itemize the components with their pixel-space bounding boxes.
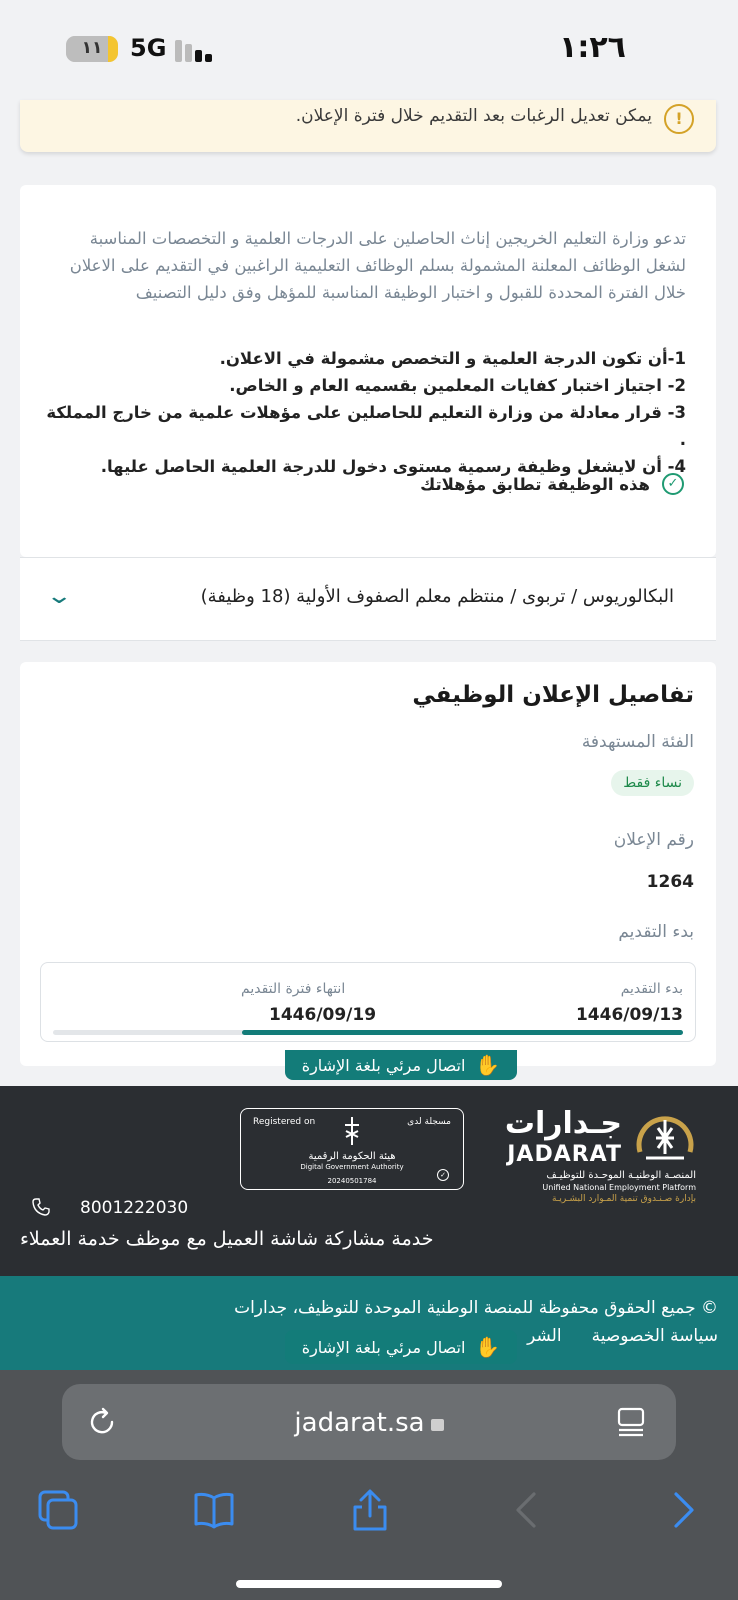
details-title: تفاصيل الإعلان الوظيفي — [412, 682, 694, 708]
back-icon[interactable] — [506, 1488, 550, 1532]
brand-arabic: جـدارات — [504, 1106, 622, 1141]
dga-emblem-icon — [341, 1115, 363, 1147]
sign-language-label: اتصال مرئي بلغة الإشارة — [301, 1337, 466, 1357]
clock: ١:٢٦ — [559, 30, 626, 65]
battery-icon — [66, 36, 118, 62]
brand-english: JADARAT — [507, 1142, 622, 1167]
alert-icon: ! — [664, 104, 694, 134]
dga-registration-badge[interactable] — [240, 1108, 464, 1190]
warning-text: يمكن تعديل الرغبات بعد التقديم خلال فترة الإعلان. — [295, 106, 652, 126]
brand-sub-english: Unified National Employment Platform — [542, 1183, 696, 1192]
sign-language-button[interactable] — [285, 1050, 517, 1080]
registration-number: 20240501784 — [327, 1177, 377, 1185]
period-progress — [53, 1030, 683, 1035]
job-ad-details-card — [20, 662, 716, 1066]
job-accordion[interactable] — [20, 557, 716, 641]
signal-icon — [175, 38, 215, 62]
phone-icon — [32, 1198, 50, 1216]
period-start-date: 1446/09/13 — [575, 1005, 683, 1025]
condition-item: 1-أن تكون الدرجة العلمية و التخصص مشمولة في الاعلان. — [219, 349, 686, 368]
registered-on-label: Registered on — [253, 1117, 316, 1127]
bookmarks-icon[interactable] — [192, 1488, 236, 1532]
hand-icon: ✋ — [475, 1053, 501, 1077]
support-phone[interactable]: 8001222030 — [80, 1198, 189, 1218]
conditions-list — [46, 345, 686, 480]
jadarat-logo — [504, 1106, 708, 1204]
url-text: jadarat.sa — [294, 1408, 425, 1438]
screen-share-service-link[interactable]: خدمة مشاركة شاشة العميل مع موظف خدمة العملاء — [20, 1228, 434, 1250]
sign-language-button[interactable] — [285, 1330, 517, 1364]
condition-item: 3- قرار معادلة من وزارة التعليم للحاصلين على مؤهلات علمية من خارج المملكة . — [46, 403, 686, 449]
brand-sub-arabic: المنصـة الوطنيـة الموحـدة للتوظيـف — [546, 1170, 696, 1181]
authority-arabic: هيئة الحكومة الرقمية — [308, 1151, 396, 1162]
verified-icon: ✓ — [437, 1169, 449, 1181]
target-label: الفئة المستهدفة — [581, 732, 694, 752]
match-text: هذه الوظيفة تطابق مؤهلاتك — [420, 474, 650, 494]
battery-level: ١١ — [81, 38, 103, 58]
period-start-label: بدء التقديم — [620, 981, 683, 997]
lock-icon — [431, 1419, 444, 1431]
chevron-down-icon[interactable]: ⌄ — [45, 584, 74, 609]
start-label: بدء التقديم — [618, 922, 694, 942]
warning-banner — [20, 100, 716, 152]
status-bar — [0, 0, 738, 100]
qualification-match — [420, 473, 684, 495]
footer-links — [527, 1326, 718, 1346]
sign-language-label: اتصال مرئي بلغة الإشارة — [301, 1055, 466, 1075]
authority-english: Digital Government Authority — [300, 1163, 404, 1171]
share-icon[interactable] — [348, 1488, 392, 1532]
hand-icon: ✋ — [475, 1335, 501, 1359]
terms-link[interactable]: الشر — [527, 1326, 562, 1346]
target-badge: نساء فقط — [611, 770, 694, 796]
condition-item: 2- اجتياز اختبار كفايات المعلمين بقسميه العام و الخاص. — [229, 376, 686, 395]
registered-on-arabic: مسجلة لدى — [407, 1117, 451, 1127]
tab-overview-icon[interactable] — [616, 1406, 646, 1438]
address-bar[interactable] — [62, 1384, 676, 1460]
ad-number-label: رقم الإعلان — [613, 830, 694, 850]
period-progress-fill — [242, 1030, 683, 1035]
period-end-date: 1446/09/19 — [269, 1005, 377, 1025]
copyright-text: © جميع الحقوق محفوظة للمنصة الوطنية الموحدة للتوظيف، جدارات — [234, 1298, 718, 1318]
job-description-card — [20, 185, 716, 557]
home-indicator — [236, 1580, 502, 1588]
footer-dark — [0, 1086, 738, 1276]
forward-icon[interactable] — [662, 1488, 706, 1532]
period-end-label: انتهاء فترة التقديم — [241, 981, 346, 997]
application-period — [40, 962, 696, 1042]
tabs-icon[interactable] — [36, 1488, 80, 1532]
jadarat-emblem-icon — [634, 1108, 696, 1166]
network-type: 5G — [130, 34, 167, 62]
condition-item: 4- أن لايشغل وظيفة رسمية مستوى دخول للدرجة العلمية الحاصل عليها. — [100, 457, 686, 476]
privacy-policy-link[interactable]: سياسة الخصوصية — [591, 1326, 718, 1346]
check-circle-icon: ✓ — [662, 473, 684, 495]
ad-number: 1264 — [646, 872, 694, 892]
job-title: البكالوريوس / تربوى / منتظم معلم الصفوف الأولية (18 وظيفة) — [200, 586, 674, 607]
brand-sub2-arabic: بإدارة صـنـدوق تنمية المـوارد البشـريـة — [551, 1194, 696, 1204]
description-paragraph: تدعو وزارة التعليم الخريجين إناث الحاصلين على الدرجات العلمية و التخصصات المناسبة لشغل الوظائف المعلنة المشمولة بسلم الوظائف التعليمية الراغبين في التقديم على الاعلان خلال الفترة المحددة للقبول و اختبار الوظيفة المناسبة للمؤهل وفق دليل التصنيف — [69, 229, 686, 302]
browser-chrome — [0, 1370, 738, 1600]
